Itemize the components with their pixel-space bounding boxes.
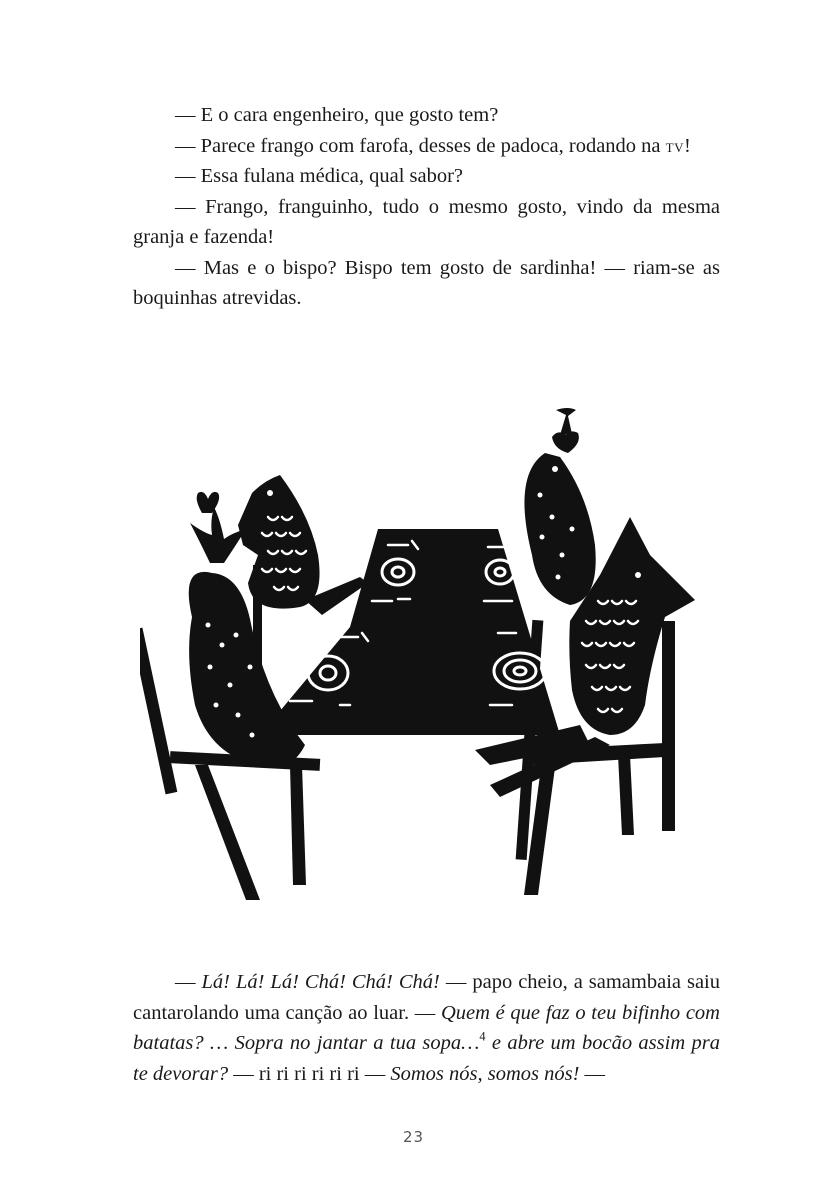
- small-caps-word: tv: [665, 135, 684, 156]
- dialogue-line: — Frango, franguinho, tudo o mesmo gosto, vindo da mesma granja e fazenda!: [133, 195, 720, 248]
- top-text-block: [133, 100, 720, 314]
- dialogue-text: — Parece frango com farofa, desses de padoca, rodando na: [175, 134, 666, 157]
- italic-segment: Lá! Lá! Lá! Chá! Chá! Chá!: [201, 971, 440, 993]
- italic-segment: e abre um bocão assim pra te devorar?: [133, 1032, 720, 1085]
- italic-segment: Quem é que faz o teu bifinho com batatas? … Sopra no jantar a tua sopa…: [133, 1001, 720, 1054]
- text-segment: — ri ri ri ri ri ri —: [228, 1062, 391, 1085]
- text-segment: —: [579, 1062, 606, 1085]
- footnote-marker[interactable]: 4: [479, 1029, 486, 1044]
- text-segment: — papo cheio, a samambaia saiu cantarolando uma canção ao luar. —: [133, 971, 721, 1024]
- fish-dinner-illustration: [140, 405, 700, 905]
- dialogue-line: [133, 131, 720, 162]
- song-paragraph: [133, 967, 720, 1089]
- dialogue-line: — Essa fulana médica, qual sabor?: [175, 165, 464, 187]
- dialogue-text: !: [684, 134, 691, 157]
- text-segment: —: [175, 971, 202, 993]
- page-number: 23: [402, 1128, 425, 1146]
- bottom-text-block: [133, 967, 720, 1089]
- italic-segment: Somos nós, somos nós!: [390, 1062, 580, 1085]
- dialogue-line: — Mas e o bispo? Bispo tem gosto de sardinha! — riam-se as boquinhas atrevidas.: [133, 256, 720, 309]
- dialogue-line: — E o cara engenheiro, que gosto tem?: [175, 104, 499, 126]
